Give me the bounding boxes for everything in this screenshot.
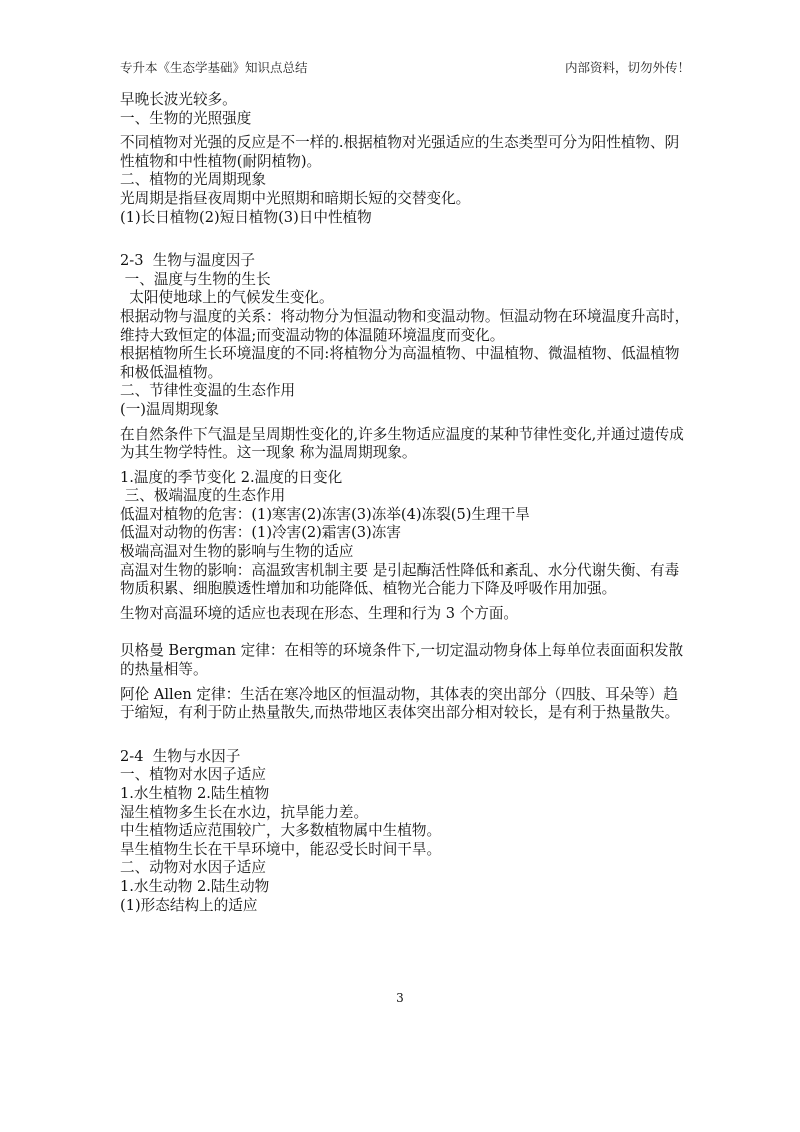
section-heading: 二、植物的光周期现象 bbox=[120, 171, 266, 189]
section-heading: 二、动物对水因子适应 bbox=[120, 859, 266, 877]
list-line: (1)形态结构上的适应 bbox=[120, 896, 258, 914]
list-line: 1.温度的季节变化 2.温度的日变化 bbox=[120, 468, 343, 486]
paragraph: 贝格曼 Bergman 定律：在相等的环境条件下,一切定温动物身体上每单位表面面积发散的热量相等。 bbox=[120, 642, 684, 679]
paragraph: 太阳使地球上的气候发生变化。 bbox=[120, 289, 334, 307]
list-line: (1)长日植物(2)短日植物(3)日中性植物 bbox=[120, 208, 372, 226]
header-divider bbox=[120, 80, 690, 81]
paragraph: 不同植物对光强的反应是不一样的.根据植物对光强适应的生态类型可分为阳性植物、阴性植物和中性植物(耐阴植物)。 bbox=[120, 134, 680, 170]
list-line: 低温对植物的危害：(1)寒害(2)冻害(3)冻举(4)冻裂(5)生理干旱 bbox=[120, 505, 530, 523]
section-heading: 三、极端温度的生态作用 bbox=[120, 487, 286, 505]
list-line: 1.水生植物 2.陆生植物 bbox=[120, 785, 270, 802]
paragraph: 高温对生物的影响：高温致害机制主要 是引起酶活性降低和紊乱、水分代谢失衡、有毒物质积累、细胞膜透性增加和功能降低、植物光合能力下降及呼吸作用加强。 bbox=[120, 561, 680, 598]
paragraph: 光周期是指昼夜周期中光照期和暗期长短的交替变化。 bbox=[120, 189, 471, 207]
paragraph: 根据动物与温度的关系：将动物分为恒温动物和变温动物。恒温动物在环境温度升高时，维持大致恒定的体温;而变温动物的体温随环境温度而变化。 bbox=[120, 307, 690, 344]
header-title: 专升本《生态学基础》知识点总结 bbox=[120, 60, 308, 75]
paragraph: 根据植物所生长环境温度的不同:将植物分为高温植物、中温植物、微温植物、低温植物和极低温植物。 bbox=[120, 345, 680, 381]
header-notice: 内部资料，切勿外传！ bbox=[564, 60, 690, 75]
paragraph: 中生植物适应范围较广，大多数植物属中生植物。 bbox=[120, 822, 442, 840]
paragraph: 阿伦 Allen 定律：生活在寒冷地区的恒温动物，其体表的突出部分（四肢、耳朵等）趋于缩短，有利于防止热量散失,而热带地区表体突出部分相对较长，是有利于热量散失。 bbox=[120, 685, 680, 722]
paragraph: 旱生植物生长在干旱环境中，能忍受长时间干旱。 bbox=[120, 840, 442, 858]
paragraph: 生物对高温环境的适应也表现在形态、生理和行为 3 个方面。 bbox=[120, 604, 519, 622]
subsection-heading: (一)温周期现象 bbox=[120, 400, 219, 418]
page-number: 3 bbox=[396, 991, 404, 1005]
section-heading: 一、植物对水因子适应 bbox=[120, 766, 266, 784]
paragraph: 湿生植物多生长在水边，抗旱能力差。 bbox=[120, 803, 369, 821]
paragraph: 早晚长波光较多。 bbox=[120, 91, 237, 108]
list-line: 低温对动物的伤害：(1)冷害(2)霜害(3)冻害 bbox=[120, 524, 401, 542]
list-line: 1.水生动物 2.陆生动物 bbox=[120, 877, 270, 895]
paragraph: 极端高温对生物的影响与生物的适应 bbox=[120, 543, 354, 561]
paragraph: 在自然条件下气温是呈周期性变化的,许多生物适应温度的某种节律性变化,并通过遗传成为其生物学特性。这一现象 称为温周期现象。 bbox=[120, 425, 684, 462]
chapter-heading: 2-3 生物与温度因子 bbox=[120, 252, 255, 270]
page-header bbox=[120, 58, 690, 76]
section-heading: 二、节律性变温的生态作用 bbox=[120, 382, 296, 400]
section-heading: 一、生物的光照强度 bbox=[120, 109, 252, 127]
document-body bbox=[120, 91, 690, 915]
section-heading: 一、温度与生物的生长 bbox=[120, 270, 271, 288]
chapter-heading: 2-4 生物与水因子 bbox=[120, 747, 241, 765]
